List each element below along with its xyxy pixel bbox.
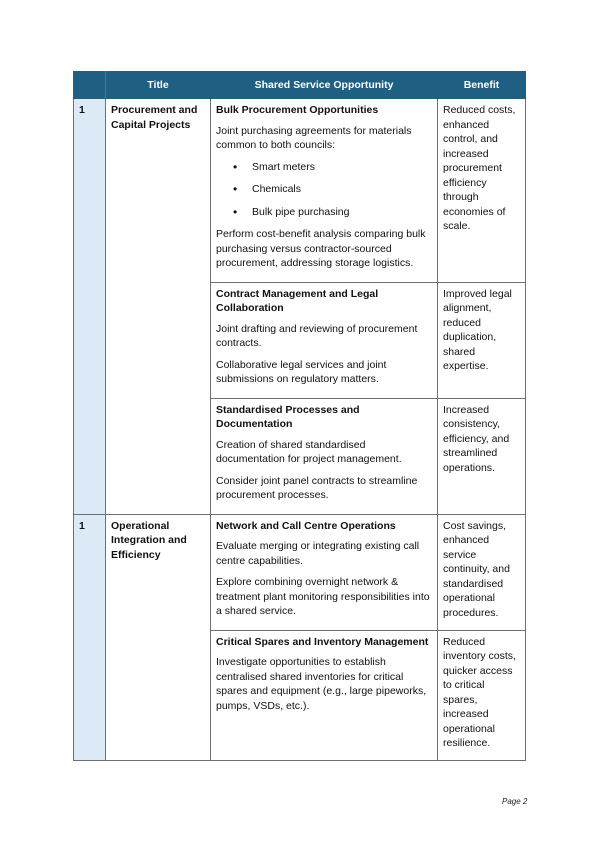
opportunity-heading: Bulk Procurement Opportunities xyxy=(216,104,379,116)
opportunity-text: Perform cost-benefit analysis comparing bulk purchasing versus contractor-sourced procurement, addressing storage logistics. xyxy=(216,228,426,269)
opportunity-cell xyxy=(211,514,438,630)
list-item: • Smart meters xyxy=(252,160,432,175)
row-title: Procurement and Capital Projects xyxy=(106,99,211,515)
list-item: • Chemicals xyxy=(252,182,432,197)
benefit-cell: Increased consistency, efficiency, and streamlined operations. xyxy=(438,398,526,514)
opportunity-text: Collaborative legal services and joint submissions on regulatory matters. xyxy=(216,358,387,385)
opportunity-text: Investigate opportunities to establish centralised shared inventories for critical spares and equipment (e.g., large pipeworks, pumps, VSDs, etc.). xyxy=(216,656,427,712)
header-benefit: Benefit xyxy=(438,72,526,99)
opportunity-cell xyxy=(211,282,438,398)
header-opportunity: Shared Service Opportunity xyxy=(211,72,438,99)
benefit-cell: Reduced costs, enhanced control, and increased procurement efficiency through economies of scale. xyxy=(438,99,526,283)
table-header-row xyxy=(74,72,526,99)
opportunity-text: Creation of shared standardised documentation for project management. xyxy=(216,438,402,465)
benefit-cell: Improved legal alignment, reduced duplication, shared expertise. xyxy=(438,282,526,398)
opportunity-text: Joint drafting and reviewing of procurement contracts. xyxy=(216,322,418,349)
table-row xyxy=(74,514,526,630)
opportunity-text: Evaluate merging or integrating existing call centre capabilities. xyxy=(216,540,420,567)
opportunity-heading: Standardised Processes and Documentation xyxy=(216,403,360,430)
opportunity-text: Joint purchasing agreements for materials common to both councils: xyxy=(216,124,412,151)
opportunity-cell xyxy=(211,99,438,283)
opportunity-heading: Contract Management and Legal Collaboration xyxy=(216,287,379,314)
opportunity-text: Explore combining overnight network & treatment plant monitoring responsibilities into a shared service. xyxy=(216,576,430,617)
benefit-cell: Reduced inventory costs, quicker access to critical spares, increased operational resilience. xyxy=(438,630,526,760)
opportunity-heading: Critical Spares and Inventory Management xyxy=(216,635,429,648)
opportunity-cell xyxy=(211,630,438,760)
opportunity-heading: Network and Call Centre Operations xyxy=(216,519,396,532)
row-number: 1 xyxy=(74,99,106,515)
opportunity-text: Consider joint panel contracts to streamline procurement processes. xyxy=(216,474,418,501)
table-row xyxy=(74,99,526,283)
row-number: 1 xyxy=(74,514,106,760)
row-title: Operational Integration and Efficiency xyxy=(106,514,211,760)
opportunity-cell xyxy=(211,398,438,514)
header-number xyxy=(74,72,106,99)
list-item: • Bulk pipe purchasing xyxy=(252,205,432,220)
opportunity-list xyxy=(216,160,432,220)
page-number: Page 2 xyxy=(502,797,528,806)
header-title: Title xyxy=(106,72,211,99)
benefit-cell: Cost savings, enhanced service continuity, and standardised operational procedures. xyxy=(438,514,526,630)
shared-services-table xyxy=(73,71,526,761)
